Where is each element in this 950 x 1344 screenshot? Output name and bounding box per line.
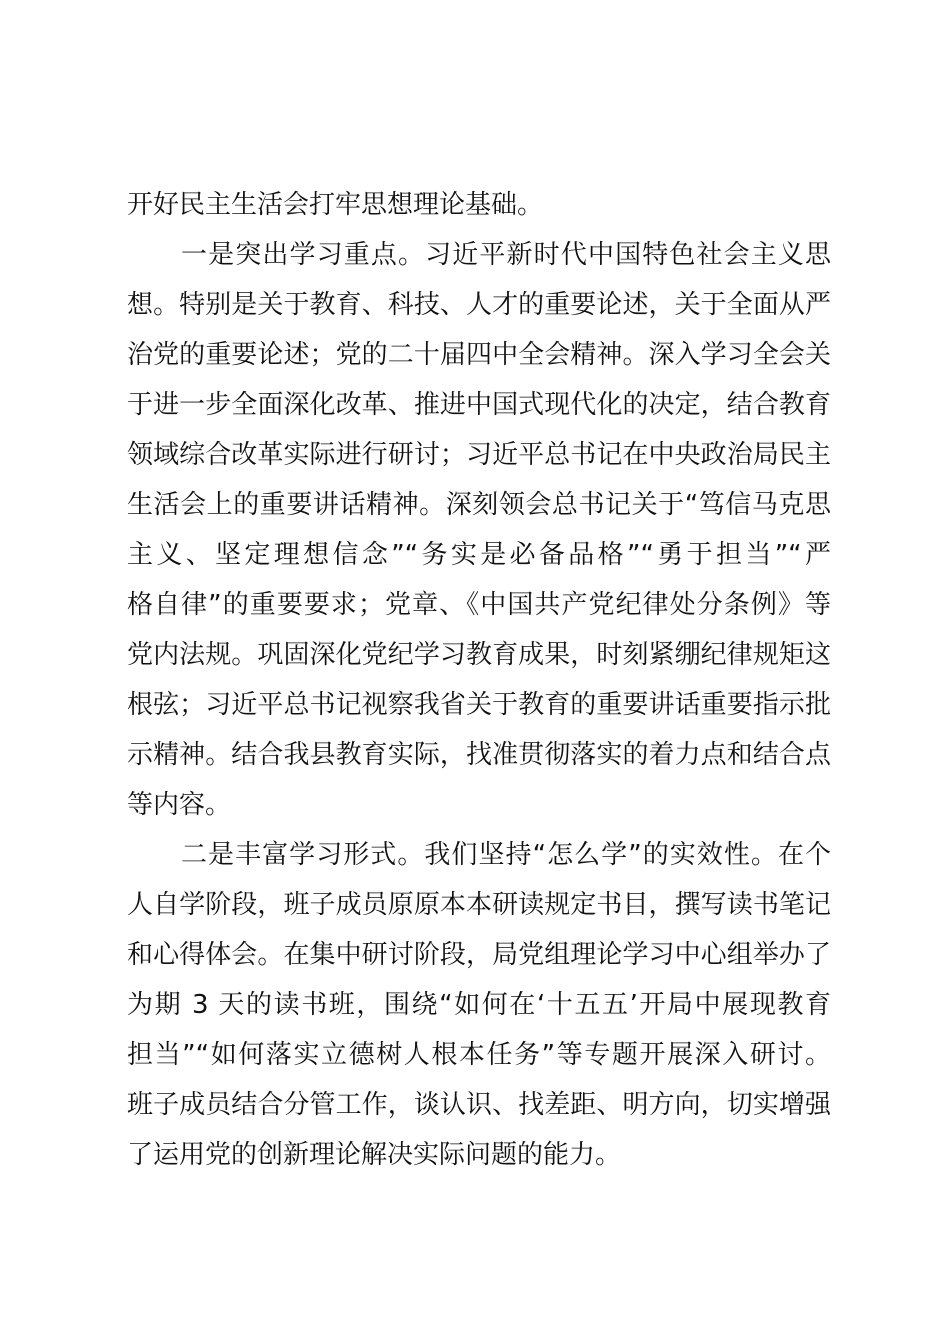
text-line: 担当”“如何落实立德树人根本任务”等专题开展深入研讨。 bbox=[127, 1040, 831, 1070]
text-line: 于进一步全面深化改革、推进中国式现代化的决定，结合教育 bbox=[127, 390, 831, 420]
text-line: 生活会上的重要讲话精神。深刻领会总书记关于“笃信马克思 bbox=[127, 490, 831, 520]
text-line: 为期 3 天的读书班，围绕“如何在‘十五五’开局中展现教育 bbox=[127, 990, 831, 1020]
paragraph bbox=[127, 180, 831, 230]
text-line: 主义、坚定理想信念”“务实是必备品格”“勇于担当”“严 bbox=[127, 540, 831, 570]
text-line: 格自律”的重要要求；党章、《中国共产党纪律处分条例》等 bbox=[127, 590, 831, 620]
text-line: 班子成员结合分管工作，谈认识、找差距、明方向，切实增强 bbox=[127, 1090, 831, 1120]
document-page bbox=[127, 180, 831, 1180]
text-line: 想。特别是关于教育、科技、人才的重要论述，关于全面从严 bbox=[127, 290, 831, 320]
text-line: 一是突出学习重点。习近平新时代中国特色社会主义思 bbox=[181, 240, 831, 270]
text-line: 等内容。 bbox=[127, 790, 232, 820]
text-line: 党内法规。巩固深化党纪学习教育成果，时刻紧绷纪律规矩这 bbox=[127, 640, 831, 670]
text-line: 示精神。结合我县教育实际，找准贯彻落实的着力点和结合点 bbox=[127, 740, 831, 770]
paragraph bbox=[127, 230, 831, 830]
text-line: 开好民主生活会打牢思想理论基础。 bbox=[127, 190, 544, 220]
text-line: 人自学阶段，班子成员原原本本研读规定书目，撰写读书笔记 bbox=[127, 890, 831, 920]
text-line: 和心得体会。在集中研讨阶段，局党组理论学习中心组举办了 bbox=[127, 940, 831, 970]
text-line: 根弦；习近平总书记视察我省关于教育的重要讲话重要指示批 bbox=[127, 690, 831, 720]
paragraph bbox=[127, 830, 831, 1180]
text-line: 了运用党的创新理论解决实际问题的能力。 bbox=[127, 1140, 622, 1170]
text-line: 治党的重要论述；党的二十届四中全会精神。深入学习全会关 bbox=[127, 340, 831, 370]
text-line: 二是丰富学习形式。我们坚持“怎么学”的实效性。在个 bbox=[181, 840, 831, 870]
text-line: 领域综合改革实际进行研讨；习近平总书记在中央政治局民主 bbox=[127, 440, 831, 470]
